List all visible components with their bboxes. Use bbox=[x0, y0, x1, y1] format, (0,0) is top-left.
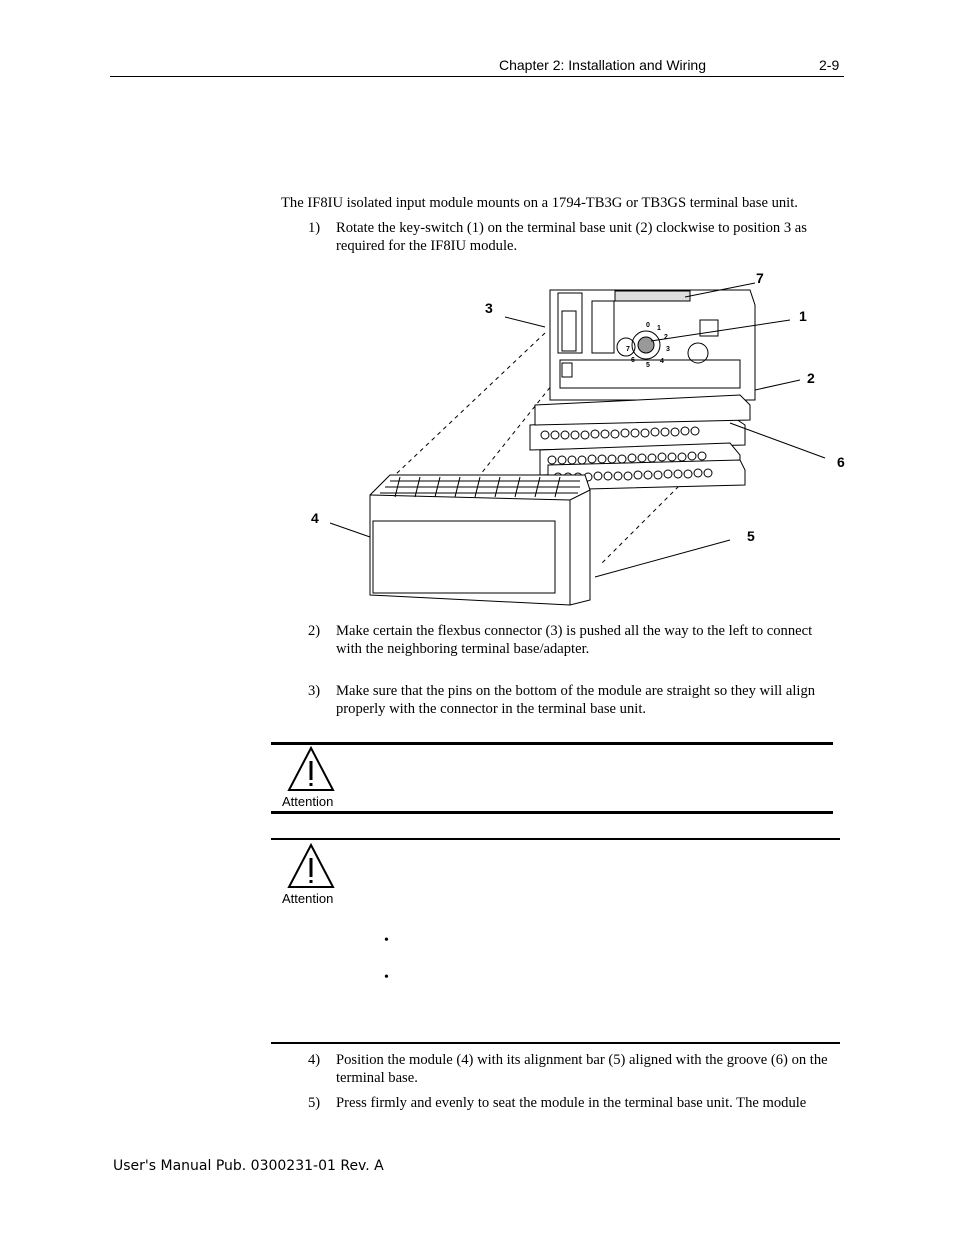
warning-icon bbox=[286, 843, 336, 889]
keyswitch-digit: 2 bbox=[664, 334, 668, 341]
callout-3: 3 bbox=[485, 300, 493, 316]
header-rule bbox=[110, 76, 844, 77]
callout-2: 2 bbox=[807, 370, 815, 386]
step-3-text: Make sure that the pins on the bottom of the module are straight so they will align properly with the connector in the terminal base unit. bbox=[336, 683, 816, 717]
keyswitch-digit: 1 bbox=[657, 325, 661, 332]
keyswitch-digit: 5 bbox=[646, 362, 650, 369]
callout-7: 7 bbox=[756, 270, 764, 286]
top-rail bbox=[615, 291, 690, 301]
leader-2 bbox=[755, 380, 800, 390]
callout-4: 4 bbox=[311, 510, 319, 526]
attention-1-bottom-rule bbox=[271, 811, 833, 814]
step-5-number: 5) bbox=[308, 1095, 321, 1111]
attention-1-top-rule bbox=[271, 742, 833, 745]
keyswitch-digit: 4 bbox=[660, 358, 664, 365]
guide-line bbox=[395, 333, 545, 475]
page-number: 2-9 bbox=[819, 57, 840, 73]
step-3-number: 3) bbox=[308, 683, 321, 699]
step-1-text: Rotate the key-switch (1) on the terminal base unit (2) clockwise to position 3 as required for the IF8IU module. bbox=[336, 220, 807, 254]
attention-1-label: Attention bbox=[282, 794, 334, 809]
io-module bbox=[370, 475, 590, 605]
callout-6: 6 bbox=[837, 454, 845, 470]
attention-2-top-rule bbox=[271, 838, 840, 840]
step-1-number: 1) bbox=[308, 220, 321, 236]
terminal-base-figure bbox=[300, 265, 860, 610]
keyswitch-digit: 3 bbox=[666, 346, 670, 353]
chapter-title: Chapter 2: Installation and Wiring bbox=[499, 57, 706, 73]
step-4-number: 4) bbox=[308, 1052, 321, 1068]
attention-2-bottom-rule bbox=[271, 1042, 840, 1044]
step-5-text: Press firmly and evenly to seat the module in the terminal base unit. The module bbox=[336, 1095, 807, 1111]
keyswitch-digit: 6 bbox=[631, 357, 635, 364]
warning-icon bbox=[286, 746, 336, 792]
footer-text: User's Manual Pub. 0300231-01 Rev. A bbox=[113, 1158, 384, 1174]
attention-2-label: Attention bbox=[282, 891, 334, 906]
bullet-1: • bbox=[384, 933, 389, 948]
leader-4 bbox=[330, 523, 370, 537]
keyswitch-knob bbox=[638, 337, 654, 353]
step-2-text: Make certain the flexbus connector (3) is pushed all the way to the left to connect with the neighboring terminal base/adapter. bbox=[336, 623, 813, 657]
callout-5: 5 bbox=[747, 528, 755, 544]
step-4-text: Position the module (4) with its alignment bar (5) aligned with the groove (6) on the terminal base. bbox=[336, 1052, 828, 1086]
intro-paragraph: The IF8IU isolated input module mounts on a 1794-TB3G or TB3GS terminal base unit. bbox=[281, 195, 798, 211]
step-2-number: 2) bbox=[308, 623, 321, 639]
leader-3 bbox=[505, 317, 545, 327]
keyswitch-digit: 7 bbox=[626, 346, 630, 353]
bullet-2: • bbox=[384, 970, 389, 985]
callout-1: 1 bbox=[799, 308, 807, 324]
leader-5 bbox=[595, 540, 730, 577]
keyswitch-digit: 0 bbox=[646, 322, 650, 329]
